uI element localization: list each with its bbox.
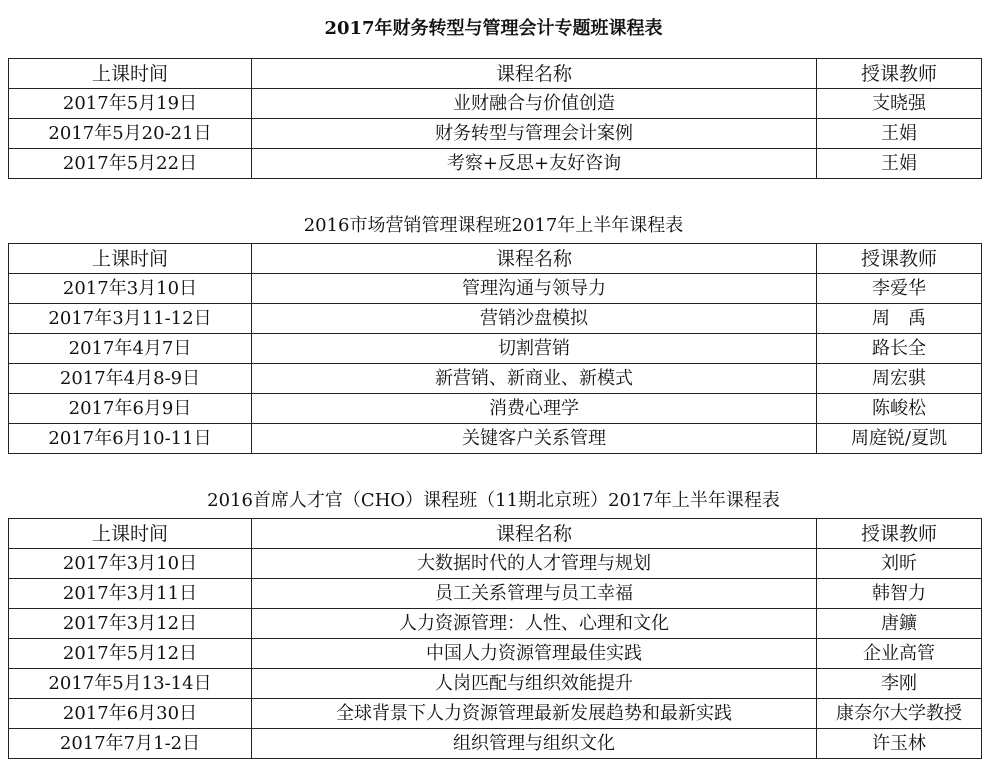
header-time: 上课时间 [9,519,252,549]
cell-time: 2017年5月20-21日 [9,119,252,149]
cell-teacher: 周宏骐 [817,364,982,394]
cell-course: 全球背景下人力资源管理最新发展趋势和最新实践 [252,699,817,729]
table-row [9,549,982,579]
cell-course: 大数据时代的人才管理与规划 [252,549,817,579]
cell-teacher: 支晓强 [817,89,982,119]
cell-teacher: 周庭锐/夏凯 [817,424,982,454]
cell-teacher: 陈峻松 [817,394,982,424]
cell-time: 2017年6月9日 [9,394,252,424]
cell-time: 2017年3月11日 [9,579,252,609]
table-row [9,609,982,639]
cell-time: 2017年3月10日 [9,549,252,579]
schedule-table-finance [8,58,982,179]
cell-teacher: 李刚 [817,669,982,699]
header-course: 课程名称 [252,244,817,274]
table-row [9,119,982,149]
cell-time: 2017年7月1-2日 [9,729,252,759]
table-row [9,669,982,699]
cell-course: 切割营销 [252,334,817,364]
table-row [9,394,982,424]
schedule-table-marketing [8,243,982,454]
cell-course: 关键客户关系管理 [252,424,817,454]
table-row [9,424,982,454]
table-row [9,89,982,119]
cell-course: 营销沙盘模拟 [252,304,817,334]
header-course: 课程名称 [252,59,817,89]
cell-time: 2017年3月10日 [9,274,252,304]
cell-course: 财务转型与管理会计案例 [252,119,817,149]
cell-course: 新营销、新商业、新模式 [252,364,817,394]
table-row [9,699,982,729]
cell-teacher: 周 禹 [817,304,982,334]
header-course: 课程名称 [252,519,817,549]
table-row [9,579,982,609]
cell-teacher: 路长全 [817,334,982,364]
table-row [9,274,982,304]
header-teacher: 授课教师 [817,59,982,89]
section-title-cho: 2016首席人才官（CHO）课程班（11期北京班）2017年上半年课程表 [207,490,780,511]
table-header-row [9,59,982,89]
table-header-row [9,519,982,549]
cell-teacher: 康奈尔大学教授 [817,699,982,729]
table-row [9,364,982,394]
cell-time: 2017年5月19日 [9,89,252,119]
table-row [9,639,982,669]
cell-course: 组织管理与组织文化 [252,729,817,759]
cell-course: 员工关系管理与员工幸福 [252,579,817,609]
cell-time: 2017年6月10-11日 [9,424,252,454]
section-title-finance: 2017年财务转型与管理会计专题班课程表 [324,18,663,39]
table-row [9,334,982,364]
cell-course: 管理沟通与领导力 [252,274,817,304]
header-teacher: 授课教师 [817,244,982,274]
section-title-marketing: 2016市场营销管理课程班2017年上半年课程表 [303,215,684,236]
header-time: 上课时间 [9,59,252,89]
cell-course: 人力资源管理：人性、心理和文化 [252,609,817,639]
header-teacher: 授课教师 [817,519,982,549]
table-header-row [9,244,982,274]
cell-teacher: 王娟 [817,149,982,179]
header-time: 上课时间 [9,244,252,274]
cell-time: 2017年5月22日 [9,149,252,179]
cell-teacher: 王娟 [817,119,982,149]
table-row [9,729,982,759]
cell-teacher: 企业高管 [817,639,982,669]
table-row [9,304,982,334]
cell-time: 2017年3月12日 [9,609,252,639]
cell-teacher: 刘昕 [817,549,982,579]
cell-time: 2017年6月30日 [9,699,252,729]
table-row [9,149,982,179]
cell-time: 2017年3月11-12日 [9,304,252,334]
cell-course: 业财融合与价值创造 [252,89,817,119]
cell-course: 中国人力资源管理最佳实践 [252,639,817,669]
cell-teacher: 唐鑛 [817,609,982,639]
cell-time: 2017年5月13-14日 [9,669,252,699]
cell-time: 2017年4月8-9日 [9,364,252,394]
cell-course: 考察+反思+友好咨询 [252,149,817,179]
cell-time: 2017年5月12日 [9,639,252,669]
cell-time: 2017年4月7日 [9,334,252,364]
cell-teacher: 许玉林 [817,729,982,759]
cell-course: 消费心理学 [252,394,817,424]
cell-teacher: 李爱华 [817,274,982,304]
cell-course: 人岗匹配与组织效能提升 [252,669,817,699]
schedule-table-cho [8,518,982,759]
cell-teacher: 韩智力 [817,579,982,609]
